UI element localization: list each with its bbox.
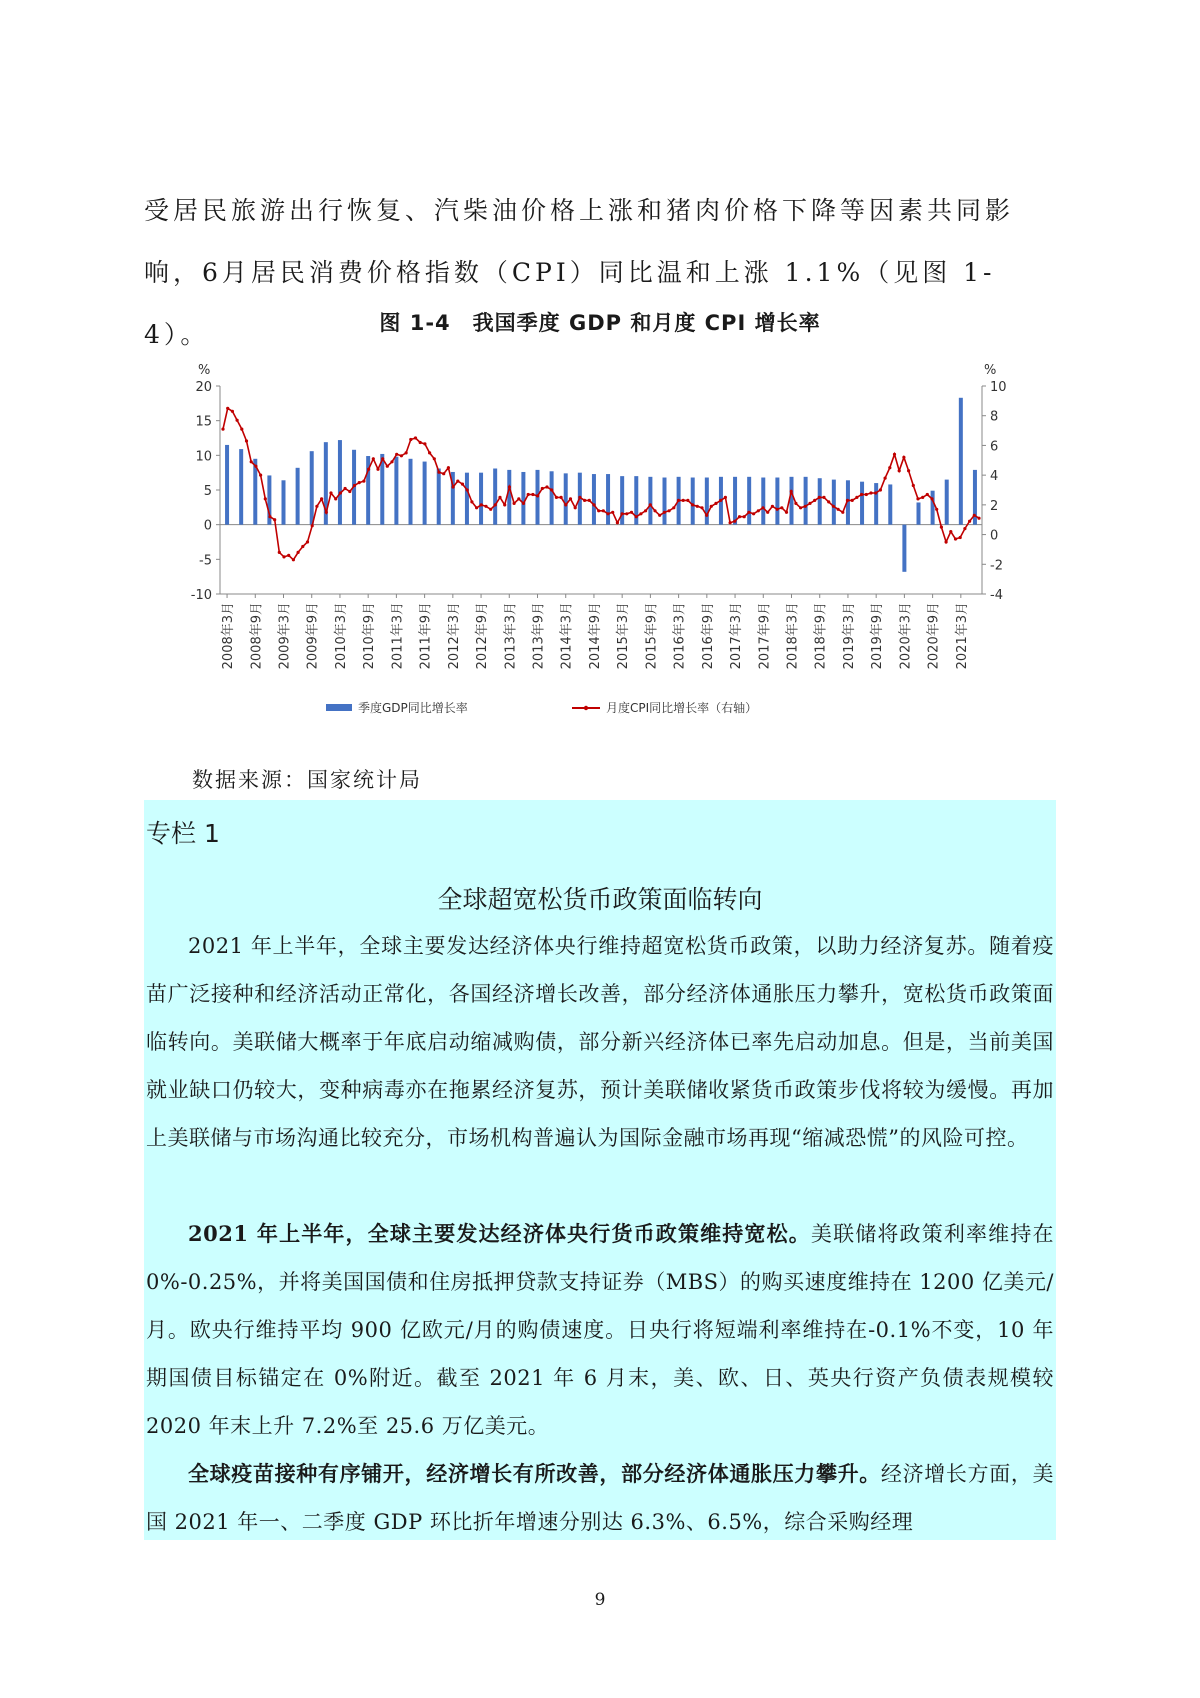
cpi-point [513, 502, 516, 505]
cpi-point [625, 512, 628, 515]
cpi-point [893, 453, 896, 456]
gdp-bar [888, 484, 892, 524]
cpi-point [752, 512, 755, 515]
cpi-point [888, 466, 891, 469]
cpi-point [771, 505, 774, 508]
cpi-point [935, 508, 938, 511]
gdp-bar [790, 477, 794, 525]
cpi-point [668, 509, 671, 512]
right-axis-tick-label: 10 [990, 380, 1007, 395]
cpi-point [292, 558, 295, 561]
cpi-point [611, 511, 614, 514]
gdp-bar [225, 445, 229, 525]
cpi-point [710, 505, 713, 508]
cpi-point [231, 410, 234, 413]
cpi-point [541, 487, 544, 490]
cpi-point [320, 497, 323, 500]
cpi-point [804, 505, 807, 508]
cpi-point [264, 497, 267, 500]
cpi-point [635, 515, 638, 518]
cpi-point [517, 497, 520, 500]
gdp-bar [874, 483, 878, 525]
cpi-point [724, 496, 727, 499]
x-axis-tick-label: 2009年9月 [305, 602, 321, 670]
gdp-bar [648, 477, 652, 525]
gdp-bar [931, 491, 935, 525]
cpi-point [447, 466, 450, 469]
left-axis-tick-label: 0 [203, 518, 212, 534]
cpi-point [344, 487, 347, 490]
column-paragraph-2 [146, 1210, 1054, 1450]
x-axis-tick-label: 2019年3月 [841, 602, 857, 670]
cpi-point [794, 502, 797, 505]
cpi-point [329, 491, 332, 494]
cpi-point [658, 514, 661, 517]
cpi-point [813, 499, 816, 502]
cpi-point [376, 468, 379, 471]
cpi-point [902, 456, 905, 459]
cpi-point [489, 508, 492, 511]
cpi-point [916, 497, 919, 500]
x-axis-tick-label: 2011年3月 [390, 602, 406, 670]
cpi-point [780, 506, 783, 509]
cpi-point [555, 496, 558, 499]
gdp-bar [521, 472, 525, 525]
cpi-point [846, 499, 849, 502]
cpi-point [254, 465, 257, 468]
paragraph-3-lead: 全球疫苗接种有序铺开，经济增长有所改善，部分经济体通胀压力攀升。 [188, 1461, 881, 1486]
cpi-point [592, 503, 595, 506]
x-axis-tick-label: 2010年3月 [333, 602, 349, 670]
cpi-point [790, 490, 793, 493]
gdp-bar [902, 525, 906, 572]
cpi-point [480, 503, 483, 506]
x-axis-tick-label: 2014年3月 [559, 602, 575, 670]
right-axis-tick-label: 0 [990, 528, 999, 544]
x-axis-tick-label: 2020年9月 [926, 602, 942, 670]
cpi-point [287, 554, 290, 557]
cpi-point [588, 499, 591, 502]
x-axis-tick-label: 2019年9月 [870, 602, 886, 670]
cpi-point [912, 484, 915, 487]
gdp-bar [493, 469, 497, 525]
x-axis-tick-label: 2018年9月 [813, 602, 829, 670]
gdp-bar [832, 480, 836, 525]
cpi-point [884, 477, 887, 480]
cpi-point [785, 511, 788, 514]
gdp-bar [437, 469, 441, 525]
cpi-point [386, 465, 389, 468]
gdp-bar [296, 468, 300, 525]
cpi-point [644, 509, 647, 512]
cpi-point [395, 453, 398, 456]
cpi-point [926, 493, 929, 496]
x-axis-tick-label: 2008年3月 [221, 602, 237, 670]
cpi-point [729, 521, 732, 524]
cpi-point [301, 545, 304, 548]
x-axis-tick-label: 2009年3月 [277, 602, 293, 670]
cpi-point [226, 407, 229, 410]
gdp-bar [507, 470, 511, 525]
paragraph-3-body: 经济增长方面，美国 2021 年一、二季度 GDP 环比折年增速分别达 6.3%、6.5%，综合采购经理 [146, 1462, 1054, 1534]
cpi-point [315, 505, 318, 508]
cpi-point [649, 503, 652, 506]
cpi-point [827, 500, 830, 503]
cpi-point [240, 428, 243, 431]
gdp-bar [282, 480, 286, 524]
cpi-point [672, 506, 675, 509]
cpi-point [390, 460, 393, 463]
cpi-point [855, 496, 858, 499]
left-axis-tick-label: -10 [190, 588, 212, 603]
cpi-point [409, 438, 412, 441]
cpi-point [245, 439, 248, 442]
cpi-point [414, 436, 417, 439]
cpi-point [236, 419, 239, 422]
cpi-point [837, 508, 840, 511]
legend-gdp-swatch [326, 704, 352, 711]
cpi-point [508, 485, 511, 488]
cpi-point [733, 520, 736, 523]
cpi-point [954, 537, 957, 540]
right-axis-tick-label: -4 [990, 588, 1003, 603]
gdp-bar [775, 478, 779, 525]
cpi-point [278, 551, 281, 554]
cpi-point [578, 496, 581, 499]
cpi-point [898, 469, 901, 472]
cpi-point [606, 512, 609, 515]
cpi-point [616, 521, 619, 524]
cpi-point [602, 509, 605, 512]
cpi-point [442, 472, 445, 475]
left-axis-tick-label: 5 [203, 484, 212, 499]
cpi-point [921, 496, 924, 499]
cpi-point [362, 480, 365, 483]
right-axis-tick-label: 6 [990, 439, 999, 455]
cpi-point [297, 551, 300, 554]
cpi-point [822, 496, 825, 499]
cpi-point [719, 499, 722, 502]
cpi-point [503, 503, 506, 506]
cpi-point [860, 493, 863, 496]
cpi-point [536, 494, 539, 497]
gdp-bar [761, 478, 765, 525]
x-axis-tick-label: 2013年9月 [531, 602, 547, 670]
cpi-point [691, 503, 694, 506]
gdp-bar [691, 478, 695, 525]
gdp-bar [338, 440, 342, 525]
cpi-point [879, 488, 882, 491]
cpi-point [700, 506, 703, 509]
cpi-point [428, 451, 431, 454]
cpi-point [405, 451, 408, 454]
cpi-point [639, 512, 642, 515]
cpi-point [959, 536, 962, 539]
cpi-point [419, 441, 422, 444]
left-axis-tick-label: 15 [195, 414, 212, 430]
gdp-bar [550, 471, 554, 524]
cpi-point [456, 480, 459, 483]
cpi-point [339, 491, 342, 494]
right-axis-tick-label: -2 [990, 558, 1003, 574]
cpi-point [808, 502, 811, 505]
cpi-point [705, 514, 708, 517]
x-axis-tick-label: 2020年3月 [898, 602, 914, 670]
column-title: 全球超宽松货币政策面临转向 [437, 885, 763, 914]
cpi-point [550, 488, 553, 491]
data-source: 数据来源：国家统计局 [192, 768, 422, 792]
x-axis-tick-label: 2018年3月 [785, 602, 801, 670]
column-label: 专栏 1 [146, 819, 220, 848]
gdp-bar [394, 457, 398, 525]
right-axis-tick-label: 8 [990, 409, 999, 425]
cpi-point [461, 483, 464, 486]
cpi-point [433, 457, 436, 460]
cpi-point [597, 509, 600, 512]
cpi-point [696, 505, 699, 508]
cpi-point [437, 471, 440, 474]
cpi-point [766, 511, 769, 514]
cpi-point [738, 515, 741, 518]
right-axis-tick-label: 2 [990, 498, 999, 514]
cpi-point [250, 460, 253, 463]
cpi-point [621, 512, 624, 515]
cpi-point [818, 496, 821, 499]
cpi-point [353, 484, 356, 487]
intro-paragraph: 受居民旅游出行恢复、汽柴油价格上涨和猪肉价格下降等因素共同影响，6月居民消费价格指数（CPI）同比温和上涨 1.1%（见图 1-4）。 [144, 196, 1015, 349]
legend-cpi-label: 月度CPI同比增长率（右轴） [606, 701, 758, 715]
cpi-point [841, 511, 844, 514]
gdp-bar [917, 502, 921, 524]
cpi-point [358, 481, 361, 484]
gdp-cpi-chart [176, 358, 1016, 738]
cpi-point [527, 493, 530, 496]
cpi-point [569, 497, 572, 500]
cpi-point [743, 515, 746, 518]
paragraph-2-body: 美联储将政策利率维持在 0%-0.25%，并将美国国债和住房抵押贷款支持证券（MBS）的购买速度维持在 1200 亿美元/月。欧央行维持平均 900 亿欧元/月的购债速度。日央行将短端利率维持在-0.1%不变，10 年期国债目标锚定在 0%附近。截至 2021 年 6 月末，美、欧、日、英央行资产负债表规模较 2020 年末上升 7.2%至 25.6 万亿美元。 [146, 1222, 1054, 1438]
cpi-point [475, 506, 478, 509]
cpi-point [400, 454, 403, 457]
cpi-point [273, 518, 276, 521]
cpi-point [311, 524, 314, 527]
cpi-point [367, 468, 370, 471]
gdp-bar [465, 473, 469, 525]
cpi-point [470, 500, 473, 503]
column-paragraph-3 [146, 1450, 1054, 1546]
cpi-point [968, 520, 971, 523]
cpi-point [874, 491, 877, 494]
gdp-bar [860, 482, 864, 525]
column-paragraph-1: 2021 年上半年，全球主要发达经济体央行维持超宽松货币政策，以助力经济复苏。随着疫苗广泛接种和经济活动正常化，各国经济增长改善，部分经济体通胀压力攀升，宽松货币政策面临转向。美联储大概率于年底启动缩减购债，部分新兴经济体已率先启动加息。但是，当前美国就业缺口仍较大，变种病毒亦在拖累经济复苏，预计美联储收紧货币政策步伐将较为缓慢。再加上美联储与市场沟通比较充分，市场机构普遍认为国际金融市场再现“缩减恐慌”的风险可控。 [146, 934, 1054, 1150]
cpi-point [832, 505, 835, 508]
x-axis-tick-label: 2012年3月 [446, 602, 462, 670]
cpi-point [949, 530, 952, 533]
legend-cpi-marker [584, 706, 588, 710]
cpi-point [869, 491, 872, 494]
cpi-point [630, 511, 633, 514]
cpi-point [574, 506, 577, 509]
gdp-bar [733, 477, 737, 525]
left-axis-tick-label: 20 [195, 380, 212, 395]
cpi-point [799, 506, 802, 509]
legend-gdp-label: 季度GDP同比增长率 [358, 701, 468, 715]
right-axis-unit: % [984, 363, 997, 378]
x-axis-tick-label: 2008年9月 [249, 602, 265, 670]
cpi-point [963, 527, 966, 530]
cpi-point [334, 497, 337, 500]
cpi-point [466, 488, 469, 491]
x-axis-tick-label: 2011年9月 [418, 602, 434, 670]
x-axis-tick-label: 2017年9月 [757, 602, 773, 670]
cpi-point [761, 506, 764, 509]
cpi-point [714, 502, 717, 505]
cpi-point [757, 509, 760, 512]
x-axis-tick-label: 2015年9月 [644, 602, 660, 670]
x-axis-tick-label: 2010年9月 [362, 602, 378, 670]
cpi-point [682, 499, 685, 502]
cpi-point [494, 503, 497, 506]
page-number: 9 [594, 1590, 606, 1610]
x-axis-tick-label: 2017年3月 [729, 602, 745, 670]
cpi-point [452, 485, 455, 488]
cpi-point [973, 514, 976, 517]
cpi-point [851, 499, 854, 502]
figure-title: 图 1-4 我国季度 GDP 和月度 CPI 增长率 [379, 311, 821, 335]
gdp-bar [945, 480, 949, 525]
cpi-point [747, 511, 750, 514]
cpi-point [372, 457, 375, 460]
cpi-point [930, 497, 933, 500]
gdp-bar [239, 449, 243, 525]
left-axis-unit: % [198, 363, 211, 378]
gdp-bar [818, 478, 822, 524]
gdp-bar [747, 477, 751, 525]
cpi-point [560, 496, 563, 499]
cpi-point [907, 469, 910, 472]
cpi-point [498, 496, 501, 499]
gdp-bar [592, 474, 596, 525]
cpi-point [306, 540, 309, 543]
cpi-point [945, 540, 948, 543]
gdp-bar [310, 451, 314, 524]
x-axis-tick-label: 2016年3月 [672, 602, 688, 670]
right-axis-tick-label: 4 [990, 469, 999, 485]
column-box [144, 800, 1056, 1540]
gdp-bar [423, 462, 427, 525]
left-axis-tick-label: -5 [199, 553, 212, 569]
gdp-bar [479, 473, 483, 525]
cpi-point [282, 555, 285, 558]
cpi-point [677, 499, 680, 502]
cpi-point [423, 442, 426, 445]
cpi-point [977, 517, 980, 520]
left-axis-tick-label: 10 [195, 449, 212, 465]
cpi-point [865, 493, 868, 496]
gdp-bar [409, 459, 413, 525]
cpi-point [531, 493, 534, 496]
cpi-point [325, 511, 328, 514]
gdp-bar [564, 473, 568, 524]
cpi-point [522, 502, 525, 505]
cpi-point [776, 508, 779, 511]
cpi-point [268, 515, 271, 518]
cpi-point [348, 490, 351, 493]
cpi-point [221, 428, 224, 431]
cpi-point [259, 474, 262, 477]
cpi-line [223, 408, 979, 560]
x-axis-tick-label: 2021年3月 [954, 602, 970, 670]
x-axis-tick-label: 2012年9月 [475, 602, 491, 670]
x-axis-tick-label: 2015年3月 [616, 602, 632, 670]
cpi-point [381, 457, 384, 460]
cpi-point [564, 503, 567, 506]
cpi-point [940, 526, 943, 529]
cpi-point [663, 511, 666, 514]
x-axis-tick-label: 2014年9月 [587, 602, 603, 670]
cpi-point [583, 499, 586, 502]
cpi-point [686, 499, 689, 502]
gdp-bar [606, 474, 610, 525]
x-axis-tick-label: 2016年9月 [700, 602, 716, 670]
gdp-bar [959, 398, 963, 525]
gdp-bar [804, 477, 808, 525]
paragraph-2-lead: 2021 年上半年，全球主要发达经济体央行货币政策维持宽松。 [188, 1221, 811, 1246]
x-axis-tick-label: 2013年3月 [503, 602, 519, 670]
cpi-point [484, 505, 487, 508]
gdp-bar [705, 478, 709, 525]
cpi-point [653, 509, 656, 512]
gdp-bar [663, 478, 667, 525]
cpi-point [545, 485, 548, 488]
